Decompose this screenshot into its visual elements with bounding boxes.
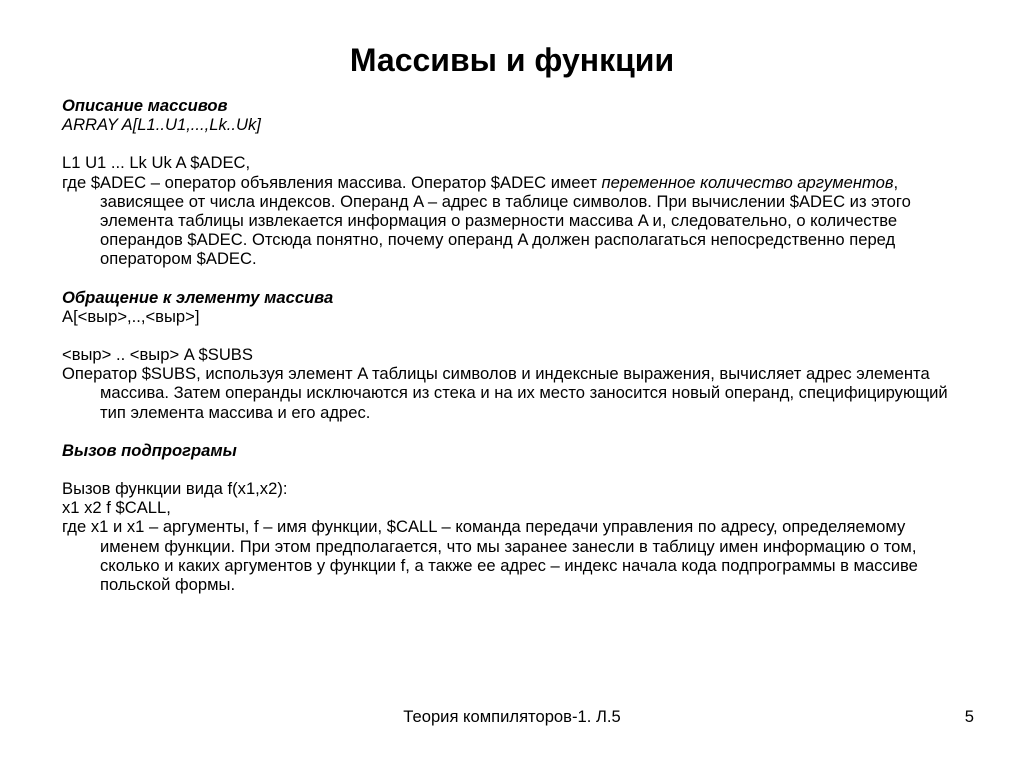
- access-description: [62, 364, 962, 422]
- arrays-postfix: L1 U1 ... Lk Uk A $ADEC,: [62, 153, 251, 173]
- access-desc-text: Оператор $SUBS, используя элемент A таблицы символов и индексные выражения, вычисляет адрес элемента массива. Затем операнды исключаются из стека и на их место заносится новый операнд, специфицирующий тип элемента массива и его адрес.: [62, 364, 948, 422]
- call-description: [62, 517, 962, 594]
- slide-title: Массивы и функции: [349, 42, 675, 78]
- arrays-syntax: ARRAY A[L1..U1,...,Lk..Uk]: [62, 115, 261, 135]
- footer-text: Теория компиляторов-1. Л.5: [403, 707, 621, 726]
- call-heading: Вызов подпрограмы: [62, 440, 237, 460]
- access-syntax: A[<выр>,..,<выр>]: [62, 306, 200, 326]
- arrays-heading: Описание массивов: [62, 96, 228, 115]
- call-line-2: x1 x2 f $CALL,: [62, 498, 171, 518]
- call-line-1: Вызов функции вида f(x1,x2):: [62, 479, 288, 499]
- arrays-desc-part-b: , зависящее от числа индексов. Операнд A – адрес в таблице символов. При вычислении $ADEC из этого элемента таблицы извлекается информация о размерности массива A и, следовательно, о количестве операндов $ADEC. Отсюда понятно, почему операнд A должен располагаться непосредственно перед оператором $ADEC.: [100, 172, 911, 269]
- call-desc-text: где x1 и x1 – аргументы, f – имя функции, $CALL – команда передачи управления по адресу, определяемому именем функции. При этом предполагается, что мы заранее занесли в таблицу имен информацию о том, сколько и каких аргументов у функции f, а также ее адрес – индекс начала кода подпрограммы в массиве польской формы.: [62, 517, 918, 595]
- arrays-desc-italic: переменное количество аргументов: [601, 172, 894, 192]
- arrays-description: [62, 173, 962, 269]
- access-postfix: <выр> .. <выр> A $SUBS: [62, 345, 253, 365]
- page-number: 5: [964, 707, 974, 726]
- arrays-desc-part-a: где $ADEC – оператор объявления массива. Оператор $ADEC имеет: [62, 172, 602, 192]
- access-heading: Обращение к элементу массива: [62, 287, 334, 307]
- slide-body: [62, 96, 962, 594]
